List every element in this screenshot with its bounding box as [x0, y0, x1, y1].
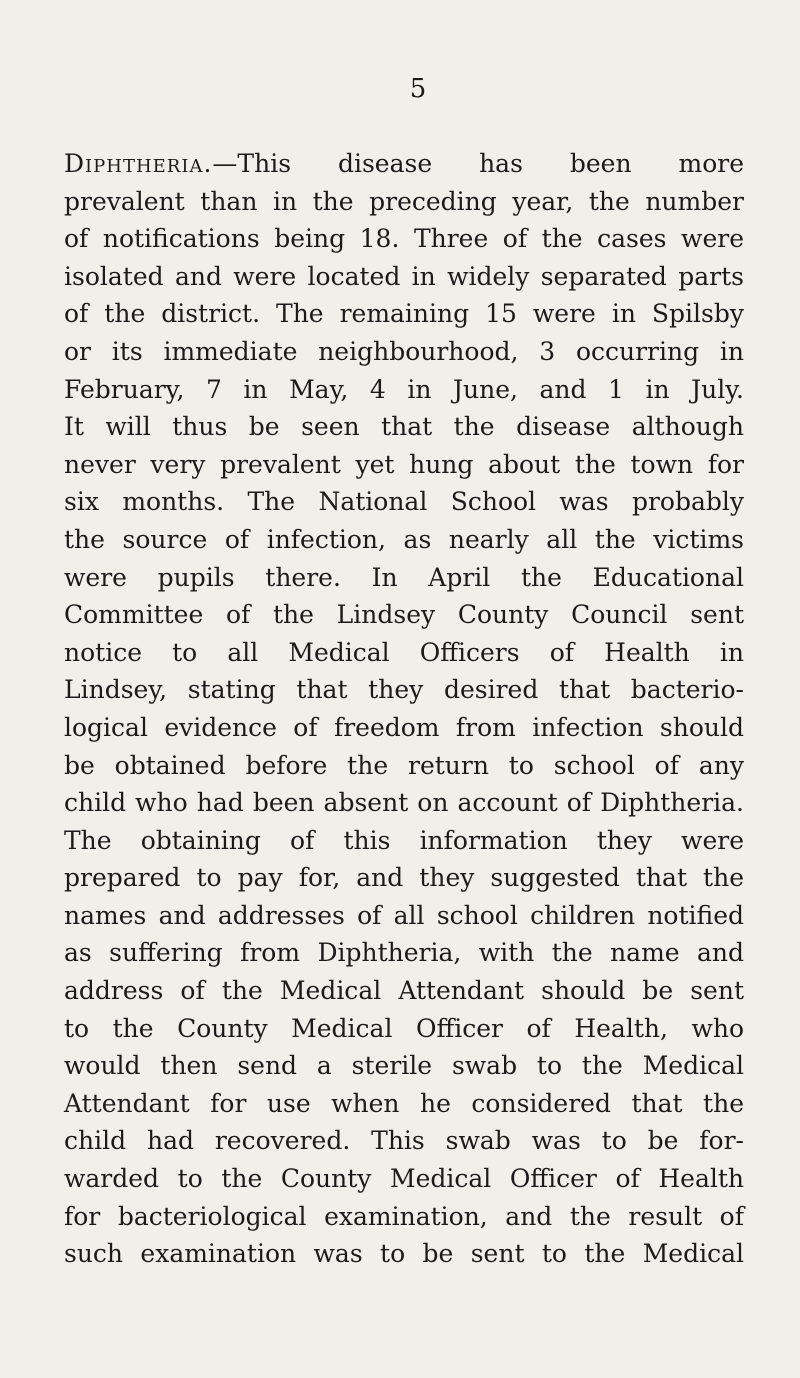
text-line: of the district. The remaining 15 were in Spilsby: [64, 299, 744, 329]
text-line: address of the Medical Attendant should be sent: [64, 976, 744, 1006]
text-line: six months. The National School was probably: [64, 487, 744, 517]
text-line: warded to the County Medical Officer of Health: [64, 1164, 744, 1194]
body-text: [64, 145, 744, 1273]
text-line: would then send a sterile swab to the Medical: [64, 1051, 744, 1081]
text-line: Lindsey, stating that they desired that bacterio-: [64, 675, 744, 705]
section-heading: Diphtheria.: [64, 149, 213, 178]
text-line: or its immediate neighbourhood, 3 occurring in: [64, 336, 744, 366]
text-line: names and addresses of all school children notified: [64, 900, 744, 930]
text-line: to the County Medical Officer of Health, who: [64, 1013, 744, 1043]
text-line: for bacteriological examination, and the result of: [64, 1201, 744, 1231]
text-line: notice to all Medical Officers of Health in: [64, 637, 744, 667]
page-number: 5: [409, 74, 427, 104]
text-line: The obtaining of this information they were: [64, 825, 744, 855]
text-line: Attendant for use when he considered that the: [64, 1088, 744, 1118]
text-line: [64, 145, 744, 183]
text-line: logical evidence of freedom from infection should: [64, 712, 744, 742]
text-line: were pupils there. In April the Educational: [64, 562, 744, 592]
text-line: never very prevalent yet hung about the town for: [64, 449, 744, 479]
text-line: child had recovered. This swab was to be for-: [64, 1126, 744, 1156]
text-line: be obtained before the return to school of any: [64, 750, 744, 780]
text-line: as suffering from Diphtheria, with the name and: [64, 938, 744, 968]
text-line: prepared to pay for, and they suggested that the: [64, 863, 744, 893]
text-line: isolated and were located in widely separated parts: [64, 261, 744, 291]
text-line: such examination was to be sent to the Medical: [64, 1239, 744, 1269]
text-line: February, 7 in May, 4 in June, and 1 in July.: [64, 374, 744, 404]
text-line: It will thus be seen that the disease although: [64, 412, 744, 442]
text-line: child who had been absent on account of Diphtheria.: [64, 788, 744, 818]
text-line: prevalent than in the preceding year, the number: [64, 186, 744, 216]
text-line: the source of infection, as nearly all the victims: [64, 524, 744, 554]
text-line: of notifications being 18. Three of the cases were: [64, 224, 744, 254]
text-line: Committee of the Lindsey County Council sent: [64, 600, 744, 630]
text-line-content: —This disease has been more: [212, 149, 744, 178]
